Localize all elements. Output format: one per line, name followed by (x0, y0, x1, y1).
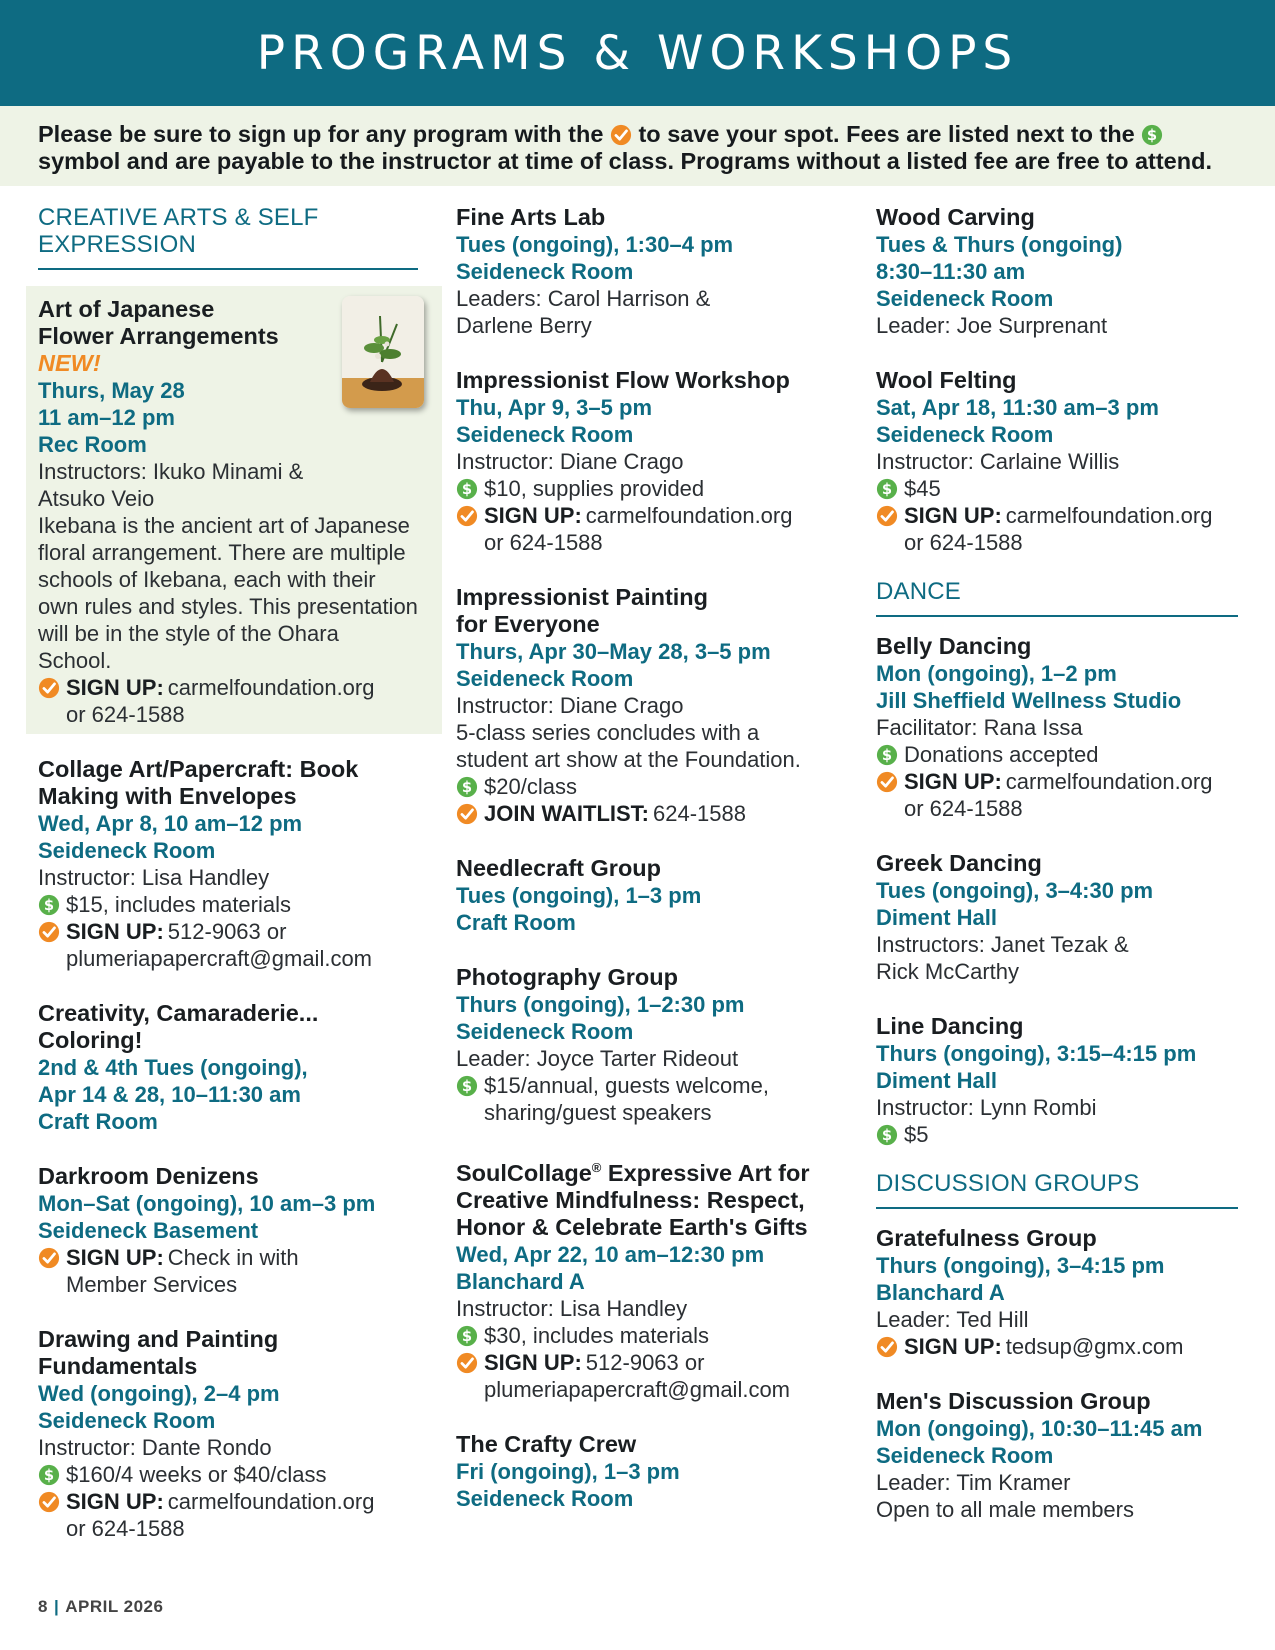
dollar-coin-icon (38, 1464, 60, 1486)
program-instructor: Instructor: Lisa Handley (38, 865, 270, 890)
program-title: Fine Arts Lab (456, 204, 606, 230)
program-schedule: Sat, Apr 18, 11:30 am–3 pm (876, 395, 1159, 420)
program-room: Craft Room (456, 910, 576, 935)
signup-line: SIGN UP: 512-9063 or (456, 1349, 836, 1376)
dollar-coin-icon (38, 894, 60, 916)
program-title: Greek Dancing (876, 850, 1042, 876)
program-title: Art of Japanese Flower Arrangements NEW! (38, 296, 279, 376)
signup-line: SIGN UP: carmelfoundation.org (38, 1488, 418, 1515)
check-badge-icon (456, 803, 478, 825)
program-title: Needlecraft Group (456, 855, 662, 881)
signup-line: SIGN UP: carmelfoundation.org (456, 502, 836, 529)
program-leader: Leader: Ted Hill (876, 1307, 1029, 1332)
check-badge-icon (38, 1491, 60, 1513)
program-schedule: Thurs, Apr 30–May 28, 3–5 pm (456, 639, 771, 664)
check-badge-icon (38, 677, 60, 699)
signup-phone: or 624-1588 (66, 702, 185, 727)
program-line-dancing (876, 1013, 1238, 1148)
fee-line: $15/annual, guests welcome, (456, 1072, 836, 1099)
program-room: Blanchard A (456, 1268, 585, 1294)
fee-line: $160/4 weeks or $40/class (38, 1461, 418, 1488)
issue-date: APRIL 2026 (65, 1597, 164, 1616)
program-description: Open to all male members (876, 1497, 1134, 1522)
signup-cont: Member Services (66, 1272, 238, 1297)
program-instructor: Instructor: Lynn Rombi (876, 1095, 1097, 1120)
new-badge: NEW! (38, 350, 101, 376)
program-title: Men's Discussion Group (876, 1388, 1151, 1414)
check-badge-icon (456, 505, 478, 527)
fee-line: $10, supplies provided (456, 475, 836, 502)
signup-phone: or 624-1588 (66, 1516, 185, 1541)
signup-link[interactable]: carmelfoundation.org (1005, 769, 1213, 794)
program-instructor: Instructor: Diane Crago (456, 693, 684, 718)
signup-line: SIGN UP: Check in with (38, 1244, 418, 1271)
program-title: The Crafty Crew (456, 1430, 637, 1457)
program-belly-dancing (876, 633, 1238, 822)
program-mens-discussion (876, 1388, 1238, 1523)
signup-link[interactable]: carmelfoundation.org (1005, 503, 1213, 528)
program-schedule: Wed, Apr 22, 10 am–12:30 pm (456, 1241, 765, 1267)
signup-phone: or 624-1588 (484, 530, 603, 555)
section-title-dance: DANCE (876, 578, 1238, 617)
intro-notice (0, 106, 1275, 186)
program-schedule: Fri (ongoing), 1–3 pm (456, 1458, 680, 1484)
fee-line: $5 (876, 1121, 1238, 1148)
program-schedule: Tues (ongoing), 3–4:30 pm (876, 878, 1154, 903)
signup-link[interactable]: carmelfoundation.org (585, 503, 793, 528)
program-schedule: Tues (ongoing), 1:30–4 pm (456, 232, 734, 257)
signup-line: SIGN UP: carmelfoundation.org (876, 768, 1238, 795)
check-badge-icon (876, 771, 898, 793)
program-drawing-painting (38, 1326, 418, 1542)
program-schedule: Thurs (ongoing), 3–4:15 pm (876, 1253, 1165, 1278)
program-crafty-crew (456, 1431, 836, 1512)
registered-mark: ® (591, 1160, 602, 1175)
program-title: Drawing and Painting Fundamentals (38, 1326, 279, 1379)
intro-text-2: to save your spot. Fees are listed next to the (638, 121, 1135, 147)
check-badge-icon (38, 921, 60, 943)
fee-line: $45 (876, 475, 1238, 502)
program-title: Impressionist Flow Workshop (456, 367, 790, 393)
program-room: Rec Room (38, 432, 147, 457)
column-3 (876, 204, 1238, 1551)
program-time: 11 am–12 pm (38, 405, 175, 430)
fee-line: Donations accepted (876, 741, 1238, 768)
dollar-coin-icon (876, 1124, 898, 1146)
program-leaders: Leaders: Carol Harrison & Darlene Berry (456, 286, 711, 338)
signup-phone: or 624-1588 (904, 530, 1023, 555)
program-fine-arts-lab (456, 204, 836, 339)
section-title-creative-arts: CREATIVE ARTS & SELF EXPRESSION (38, 204, 418, 270)
program-time: 8:30–11:30 am (876, 259, 1026, 284)
program-schedule: Mon–Sat (ongoing), 10 am–3 pm (38, 1191, 376, 1216)
program-schedule: Thurs (ongoing), 1–2:30 pm (456, 992, 745, 1017)
program-room: Seideneck Room (876, 422, 1054, 447)
program-room: Seideneck Room (456, 259, 634, 284)
program-title: Darkroom Denizens (38, 1163, 259, 1189)
program-room: Diment Hall (876, 1068, 998, 1093)
program-collage (38, 756, 418, 972)
program-schedule: Mon (ongoing), 10:30–11:45 am (876, 1416, 1203, 1441)
program-room: Jill Sheffield Wellness Studio (876, 688, 1182, 713)
dollar-coin-icon (876, 744, 898, 766)
fee-cont: sharing/guest speakers (484, 1100, 712, 1125)
program-facilitator: Facilitator: Rana Issa (876, 715, 1083, 740)
program-instructor: Instructor: Carlaine Willis (876, 449, 1120, 474)
program-room: Seideneck Room (876, 1443, 1054, 1468)
program-leader: Leader: Joyce Tarter Rideout (456, 1046, 739, 1071)
signup-line: SIGN UP: carmelfoundation.org (876, 502, 1238, 529)
signup-link[interactable]: carmelfoundation.org (167, 675, 375, 700)
program-room: Craft Room (38, 1109, 158, 1134)
program-room: Seideneck Basement (38, 1218, 259, 1243)
program-title: Wool Felting (876, 367, 1017, 393)
program-wood-carving (876, 204, 1238, 339)
program-schedule: Wed (ongoing), 2–4 pm (38, 1381, 280, 1406)
check-badge-icon (610, 124, 632, 146)
program-schedule: 2nd & 4th Tues (ongoing), (38, 1055, 308, 1080)
program-instructors: Instructors: Ikuko Minami & Atsuko Veio (38, 459, 304, 511)
dollar-coin-icon (456, 776, 478, 798)
page-footer: 8 | APRIL 2026 (38, 1597, 164, 1616)
program-instructor: Instructor: Lisa Handley (456, 1295, 688, 1321)
program-gratefulness (876, 1225, 1238, 1360)
ikebana-photo (342, 296, 424, 408)
intro-text-1: Please be sure to sign up for any program with the (38, 121, 604, 147)
program-title: Line Dancing (876, 1013, 1024, 1039)
program-instructor: Instructor: Diane Crago (456, 449, 684, 474)
check-badge-icon (456, 1352, 478, 1374)
program-title: Photography Group (456, 964, 678, 990)
signup-line: SIGN UP: carmelfoundation.org (38, 674, 418, 701)
program-schedule: Mon (ongoing), 1–2 pm (876, 661, 1117, 686)
program-description: 5-class series concludes with a student art show at the Foundation. (456, 720, 801, 772)
dollar-coin-icon (876, 478, 898, 500)
column-2 (456, 204, 836, 1540)
program-title: Gratefulness Group (876, 1225, 1097, 1251)
program-wool-felting (876, 367, 1238, 556)
signup-email[interactable]: tedsup@gmx.com (1005, 1334, 1184, 1359)
program-instructors: Instructors: Janet Tezak & Rick McCarthy (876, 932, 1129, 984)
signup-email[interactable]: plumeriapapercraft@gmail.com (484, 1376, 791, 1402)
program-needlecraft (456, 855, 836, 936)
check-badge-icon (876, 505, 898, 527)
page-number: 8 (38, 1597, 48, 1616)
program-impressionist-flow (456, 367, 836, 556)
program-impressionist-painting (456, 584, 836, 827)
column-1 (38, 204, 418, 1570)
program-title: Impressionist Painting for Everyone (456, 584, 709, 637)
section-title-discussion: DISCUSSION GROUPS (876, 1170, 1238, 1209)
fee-line: $30, includes materials (456, 1322, 836, 1349)
program-creativity-coloring (38, 1000, 418, 1135)
program-room: Diment Hall (876, 905, 998, 930)
program-schedule: Thurs (ongoing), 3:15–4:15 pm (876, 1041, 1197, 1066)
dollar-coin-icon (456, 1075, 478, 1097)
dollar-coin-icon (456, 478, 478, 500)
signup-phone: or 624-1588 (904, 796, 1023, 821)
program-room: Seideneck Room (456, 666, 634, 691)
waitlist-line: JOIN WAITLIST: 624-1588 (456, 800, 836, 827)
program-schedule: Wed, Apr 8, 10 am–12 pm (38, 811, 303, 836)
program-leader: Leader: Tim Kramer (876, 1470, 1071, 1495)
program-room: Seideneck Room (876, 286, 1054, 311)
program-room: Seideneck Room (456, 1485, 634, 1511)
check-badge-icon (876, 1336, 898, 1358)
program-description: Ikebana is the ancient art of Japanese floral arrangement. There are multiple schools of Ikebana, each with their own rules and styles. This presentation will be in the style of the Ohara School. (38, 513, 418, 673)
program-room: Seideneck Room (38, 838, 216, 863)
program-room: Blanchard A (876, 1280, 1005, 1305)
program-room: Seideneck Room (456, 422, 634, 447)
page-title: PROGRAMS & WORKSHOPS (256, 25, 1019, 81)
signup-line: SIGN UP: 512-9063 or (38, 918, 418, 945)
program-title: Creativity, Camaraderie... Coloring! (38, 1000, 319, 1053)
program-greek-dancing (876, 850, 1238, 985)
fee-line: $20/class (456, 773, 836, 800)
fee-line: $15, includes materials (38, 891, 418, 918)
signup-email[interactable]: plumeriapapercraft@gmail.com (66, 946, 373, 971)
program-schedule-dates: Apr 14 & 28, 10–11:30 am (38, 1082, 301, 1107)
dollar-coin-icon (456, 1325, 478, 1347)
page-banner (0, 0, 1275, 106)
program-photography (456, 964, 836, 1126)
program-schedule: Tues (ongoing), 1–3 pm (456, 883, 702, 908)
program-date: Thurs, May 28 (38, 378, 185, 403)
program-title: Belly Dancing (876, 633, 1032, 659)
program-instructor: Instructor: Dante Rondo (38, 1435, 272, 1460)
program-soulcollage (456, 1154, 836, 1403)
program-title: SoulCollage® Expressive Art for Creative Mindfulness: Respect, Honor & Celebrate Earth's Gifts (456, 1159, 810, 1240)
program-japanese-flower (26, 286, 442, 734)
program-room: Seideneck Room (456, 1019, 634, 1044)
dollar-coin-icon (1141, 124, 1163, 146)
program-title: Wood Carving (876, 204, 1035, 230)
check-badge-icon (38, 1247, 60, 1269)
signup-link[interactable]: carmelfoundation.org (167, 1489, 375, 1514)
program-title: Collage Art/Papercraft: Book Making with Envelopes (38, 756, 359, 809)
program-leader: Leader: Joe Surprenant (876, 313, 1108, 338)
program-schedule: Tues & Thurs (ongoing) (876, 232, 1123, 257)
intro-text-3: symbol and are payable to the instructor at time of class. Programs without a listed fee are free to attend. (38, 148, 1212, 174)
program-darkroom (38, 1163, 418, 1298)
program-schedule: Thu, Apr 9, 3–5 pm (456, 395, 653, 420)
program-room: Seideneck Room (38, 1408, 216, 1433)
signup-line: SIGN UP: tedsup@gmx.com (876, 1333, 1238, 1360)
